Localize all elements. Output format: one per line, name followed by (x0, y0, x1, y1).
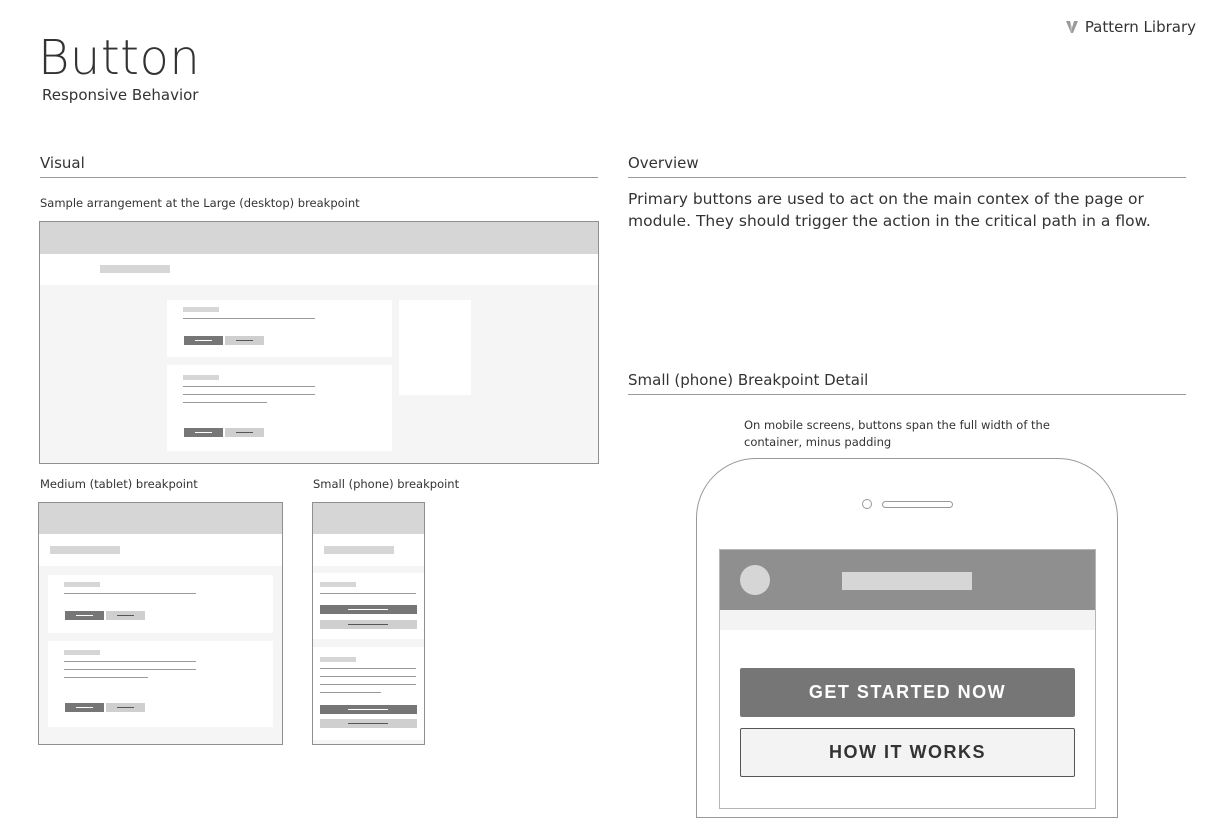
wire-button-text (348, 723, 388, 724)
wire-label (320, 582, 356, 587)
wire-button-text (348, 709, 388, 710)
wire-button-text (76, 615, 93, 616)
wire-label (183, 307, 219, 312)
visual-heading: Visual (40, 154, 598, 178)
how-it-works-button[interactable]: HOW IT WORKS (740, 728, 1075, 777)
avatar (740, 565, 770, 595)
wire-nav-label (50, 546, 120, 554)
phone-camera (862, 499, 872, 509)
wire-line (183, 394, 315, 395)
wire-sidebar (399, 300, 471, 395)
large-breakpoint-caption: Sample arrangement at the Large (desktop) breakpoint (40, 196, 360, 210)
wire-line (64, 669, 196, 670)
wire-header (313, 503, 425, 534)
small-breakpoint-caption: Small (phone) breakpoint (313, 477, 460, 491)
wire-button-text (195, 340, 212, 341)
wire-line (183, 318, 315, 319)
header-title-placeholder (842, 572, 972, 590)
wire-header (39, 503, 283, 534)
wire-label (320, 657, 356, 662)
medium-breakpoint-wireframe (38, 502, 283, 745)
wire-line (320, 692, 381, 693)
page-title: Button (38, 30, 201, 86)
wire-button-text (76, 707, 93, 708)
wire-nav-label (324, 546, 394, 554)
wire-line (320, 684, 416, 685)
wire-button-text (117, 615, 134, 616)
small-breakpoint-wireframe (312, 502, 425, 745)
phone-speaker (882, 501, 953, 508)
brand-label: Pattern Library (1084, 18, 1196, 36)
wire-nav-label (100, 265, 170, 273)
large-breakpoint-wireframe (39, 221, 599, 464)
wire-button-text (236, 340, 253, 341)
wire-line (183, 402, 267, 403)
wire-line (64, 677, 148, 678)
wire-button-text (236, 432, 253, 433)
wire-line (64, 661, 196, 662)
wire-line (320, 593, 416, 594)
wire-button-text (348, 609, 388, 610)
overview-text: Primary buttons are used to act on the main contex of the page or module. They should trigger the action in the critical path in a flow. (628, 190, 1151, 230)
wire-line (183, 386, 315, 387)
detail-caption: On mobile screens, buttons span the full width of the container, minus padding (744, 418, 1050, 449)
wire-line (320, 668, 416, 669)
detail-heading: Small (phone) Breakpoint Detail (628, 371, 1186, 395)
wire-button-text (195, 432, 212, 433)
wire-button-text (348, 624, 388, 625)
brand-link[interactable] (1065, 18, 1196, 36)
page-subtitle: Responsive Behavior (42, 86, 199, 104)
wire-line (320, 676, 416, 677)
overview-heading: Overview (628, 154, 1186, 178)
phone-subnav (720, 610, 1096, 630)
wire-header (40, 222, 599, 254)
wire-line (64, 593, 196, 594)
wire-button-text (117, 707, 134, 708)
wire-label (64, 582, 100, 587)
get-started-button[interactable]: GET STARTED NOW (740, 668, 1075, 717)
wire-label (64, 650, 100, 655)
medium-breakpoint-caption: Medium (tablet) breakpoint (40, 477, 198, 491)
v-logo-icon (1065, 20, 1079, 34)
wire-label (183, 375, 219, 380)
